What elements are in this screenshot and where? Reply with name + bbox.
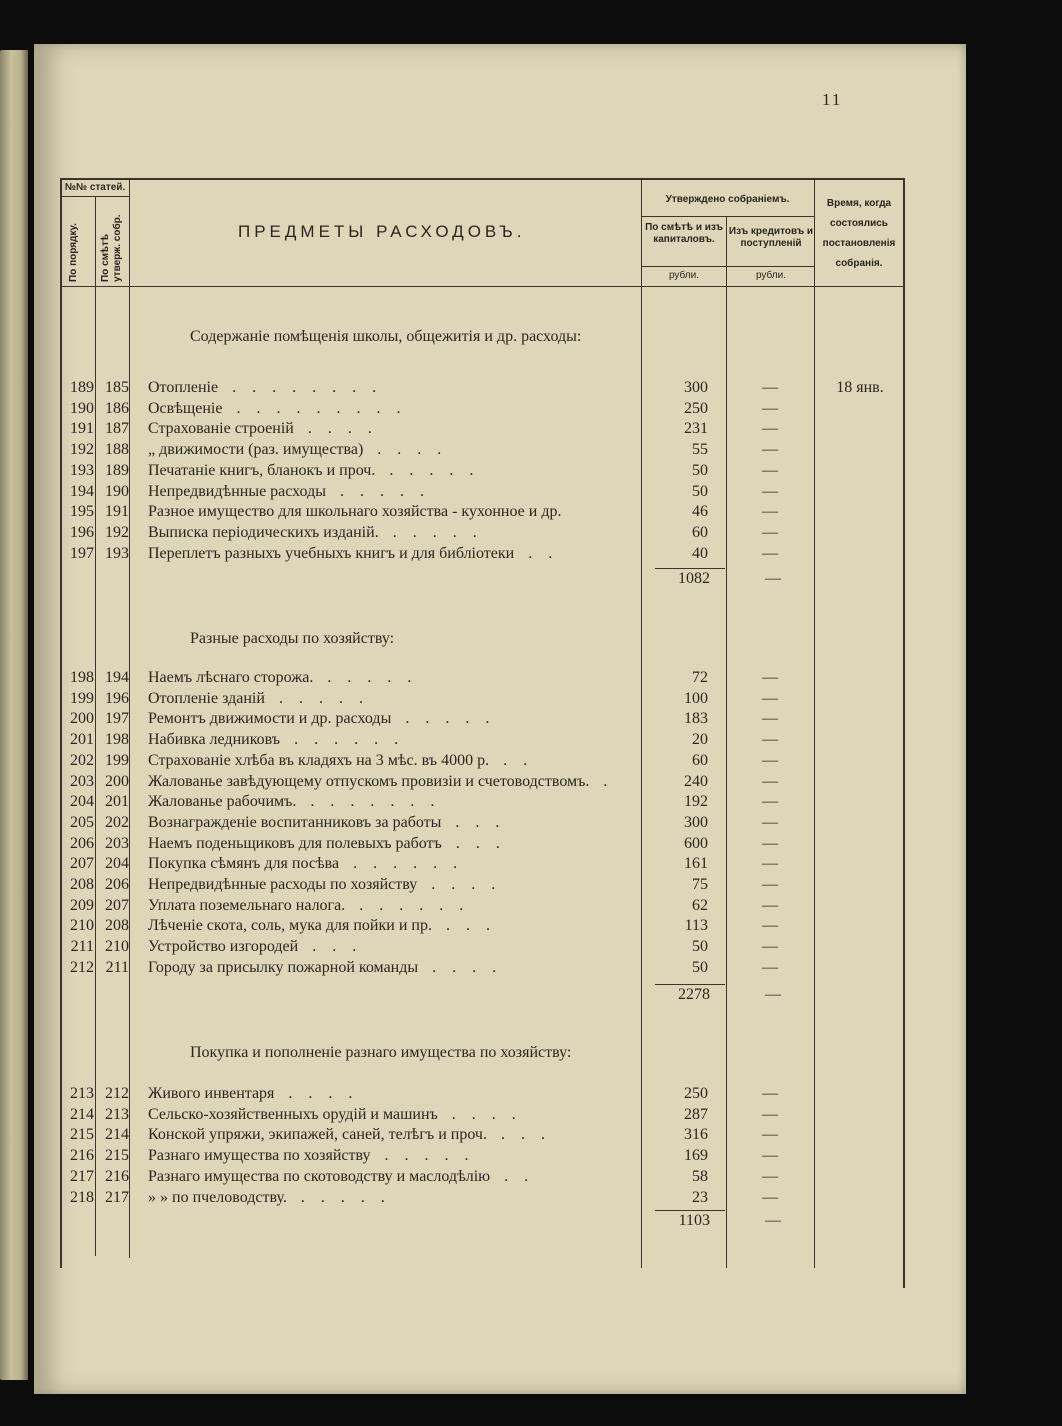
- amount-value: 600: [684, 834, 708, 852]
- table-row: [60, 440, 890, 460]
- leader-dots: . . . . . . . . .: [236, 399, 407, 417]
- credit-value: —: [762, 669, 778, 686]
- leader-dots: . .: [528, 544, 559, 562]
- leader-dots: . . . . .: [389, 461, 480, 479]
- row-number: 212: [70, 958, 94, 976]
- amount-value: 183: [684, 710, 708, 728]
- row-number: 195: [70, 503, 94, 521]
- credit-value: —: [762, 834, 778, 852]
- row-number: 213: [70, 1085, 94, 1102]
- estimate-number: 190: [105, 482, 129, 500]
- credit-value: —: [762, 896, 778, 914]
- amount-value: 40: [692, 544, 708, 562]
- row-number: 194: [70, 482, 94, 500]
- amount-value: 192: [684, 793, 708, 811]
- table-row: [60, 1105, 890, 1125]
- credit-value: —: [762, 917, 778, 935]
- estimate-number: 189: [105, 461, 129, 479]
- estimate-number: 212: [105, 1085, 129, 1102]
- item-name: Непредвидѣнные расходы по хозяйству: [148, 876, 418, 893]
- item-name: Отопленіе зданій: [148, 689, 265, 707]
- table-row: [60, 875, 890, 895]
- leader-dots: . . . . . .: [353, 855, 464, 873]
- leader-dots: .: [603, 772, 614, 790]
- page-number: 11: [822, 90, 843, 109]
- credit-value: —: [762, 855, 778, 873]
- header-by-estimate: По смѣтѣ утверж. собр.: [100, 214, 123, 282]
- row-number: 198: [70, 669, 94, 686]
- estimate-number: 213: [105, 1105, 129, 1123]
- leader-dots: . . . . .: [339, 482, 430, 500]
- leader-dots: . . . . .: [384, 1147, 475, 1165]
- table-row: [60, 834, 890, 854]
- header-bottom-border: [60, 286, 904, 287]
- leader-dots: . . . . .: [405, 710, 496, 728]
- row-number: 197: [70, 544, 94, 562]
- credit-value: —: [762, 689, 778, 707]
- section-title: Содержаніе помѣщенія школы, общежитія и др. расходы:: [190, 328, 582, 345]
- table-row: [60, 813, 890, 833]
- row-number: 200: [70, 710, 94, 728]
- estimate-number: 191: [105, 503, 129, 521]
- amount-value: 300: [684, 379, 708, 396]
- credit-value: —: [762, 793, 778, 811]
- leader-dots: . . . .: [288, 1085, 359, 1102]
- header-approved: Утверждено собраніемъ.: [665, 194, 790, 205]
- credit-value: —: [762, 503, 778, 521]
- credit-value: —: [762, 958, 778, 976]
- estimate-number: 201: [105, 793, 129, 811]
- section-total: 2278: [678, 986, 710, 1003]
- amount-value: 46: [692, 503, 708, 521]
- item-name: Сельско-хозяйственныхъ орудій и машинъ: [148, 1105, 438, 1123]
- amount-value: 50: [692, 482, 708, 500]
- table-top-border: [60, 178, 904, 180]
- row-number: 199: [70, 689, 94, 707]
- row-number: 193: [70, 461, 94, 479]
- credit-value: —: [762, 461, 778, 479]
- credit-value: —: [762, 813, 778, 831]
- leader-dots: . . .: [445, 917, 496, 935]
- leader-dots: . . .: [312, 938, 363, 956]
- amount-value: 169: [684, 1147, 708, 1165]
- item-name: Наемъ лѣснаго сторожа.: [148, 669, 314, 686]
- amount-value: 60: [692, 751, 708, 769]
- table-row: [60, 399, 890, 419]
- credit-value: —: [762, 772, 778, 790]
- amount-value: 72: [692, 669, 708, 686]
- row-number: 189: [70, 379, 94, 396]
- estimate-number: 206: [105, 876, 129, 893]
- row-number: 214: [70, 1105, 94, 1123]
- credit-value: —: [762, 441, 778, 459]
- table-row: [60, 854, 890, 874]
- table-right-border: [903, 178, 905, 1288]
- row-number: 216: [70, 1147, 94, 1165]
- table-row: [60, 937, 890, 957]
- estimate-number: 187: [105, 420, 129, 438]
- amount-value: 300: [684, 813, 708, 831]
- estimate-number: 211: [105, 958, 129, 976]
- amount-value: 231: [684, 420, 708, 438]
- row-number: 211: [70, 938, 94, 956]
- table-row: [60, 730, 890, 750]
- item-name: Страхованіе хлѣба въ кладяхъ на 3 мѣс. въ 4000 р.: [148, 751, 490, 769]
- amount-value: 50: [692, 461, 708, 479]
- item-name: Устройство изгородей: [148, 938, 299, 956]
- section-title: Разные расходы по хозяйству:: [190, 630, 395, 647]
- amount-value: 55: [692, 441, 708, 459]
- leader-dots: . . . . .: [392, 523, 483, 541]
- amount-value: 50: [692, 958, 708, 976]
- item-name: „ движимости (раз. имущества): [148, 441, 364, 459]
- section-total-credit: —: [765, 986, 781, 1003]
- amount-value: 50: [692, 938, 708, 956]
- item-name: Конской упряжи, экипажей, саней, телѣгъ и проч.: [148, 1126, 487, 1144]
- leader-dots: . .: [503, 751, 534, 769]
- row-number: 207: [70, 855, 94, 873]
- item-name: Лѣченіе скота, соль, мука для пойки и пр.: [148, 917, 432, 935]
- table-row: [60, 502, 890, 522]
- item-name: Разное имущество для школьнаго хозяйства - кухонное и др.: [148, 503, 562, 521]
- row-number: 204: [70, 793, 94, 811]
- credit-value: —: [762, 482, 778, 500]
- amount-value: 240: [684, 772, 708, 790]
- credit-value: —: [762, 379, 778, 396]
- item-name: Жалованье рабочимъ.: [148, 793, 297, 811]
- estimate-number: 185: [105, 379, 129, 396]
- leader-dots: . . . . . .: [294, 731, 405, 749]
- section-total: 1103: [678, 1212, 710, 1229]
- item-name: Покупка сѣмянъ для посѣва: [148, 855, 340, 873]
- estimate-number: 199: [105, 751, 129, 769]
- credit-value: —: [762, 399, 778, 417]
- row-number: 209: [70, 896, 94, 914]
- row-number: 217: [70, 1167, 94, 1185]
- table-row: [60, 916, 890, 936]
- table-row: [60, 1167, 890, 1187]
- leader-dots: . . . . . .: [359, 896, 470, 914]
- amount-value: 75: [692, 876, 708, 893]
- table-row: [60, 482, 890, 502]
- leader-dots: . . . .: [451, 1105, 522, 1123]
- header-unit-rubles-1: рубли.: [668, 270, 700, 281]
- total-rule: [655, 568, 725, 569]
- item-name: Разнаго имущества по скотоводству и маслодѣлію: [148, 1167, 491, 1185]
- header-credits: Изъ кредитовъ и поступленій: [728, 226, 814, 249]
- amount-value: 60: [692, 523, 708, 541]
- header-estimate-capital: По смѣтѣ и изъ капиталовъ.: [645, 222, 723, 245]
- leader-dots: . . .: [455, 813, 506, 831]
- estimate-number: 192: [105, 523, 129, 541]
- table-row: [60, 544, 890, 564]
- credit-value: —: [762, 938, 778, 956]
- table-row: [60, 1188, 890, 1208]
- header-articles: №№ статей.: [64, 182, 126, 193]
- row-number: 218: [70, 1188, 94, 1206]
- estimate-number: 188: [105, 441, 129, 459]
- row-number: 215: [70, 1126, 94, 1144]
- table-row: [60, 1125, 890, 1145]
- amount-value: 62: [692, 896, 708, 914]
- amount-value: 250: [684, 399, 708, 417]
- estimate-number: 202: [105, 813, 129, 831]
- leader-dots: . . .: [455, 834, 506, 852]
- amount-value: 20: [692, 731, 708, 749]
- row-number: 208: [70, 876, 94, 893]
- leader-dots: . . . . .: [300, 1188, 391, 1206]
- section-total-credit: —: [765, 570, 781, 587]
- leader-dots: . . . .: [431, 876, 502, 893]
- row-number: 206: [70, 834, 94, 852]
- row-number: 210: [70, 917, 94, 935]
- amount-value: 287: [684, 1105, 708, 1123]
- credit-value: —: [762, 751, 778, 769]
- leader-dots: . . . .: [307, 420, 378, 438]
- credit-value: —: [762, 1085, 778, 1102]
- credit-value: —: [762, 1126, 778, 1144]
- header-items: ПРЕДМЕТЫ РАСХОДОВЪ.: [238, 222, 526, 241]
- estimate-number: 214: [105, 1126, 129, 1144]
- item-name: Печатаніе книгъ, бланокъ и проч.: [148, 461, 376, 479]
- estimate-number: 210: [105, 938, 129, 956]
- estimate-number: 217: [105, 1188, 129, 1206]
- table-row: [60, 523, 890, 543]
- row-number: 201: [70, 731, 94, 749]
- leader-dots: . . . .: [377, 441, 448, 459]
- amount-value: 316: [684, 1126, 708, 1144]
- leader-dots: . . . . . . . .: [232, 379, 383, 396]
- credit-value: —: [762, 1147, 778, 1165]
- item-name: Жалованье завѣдующему отпускомъ провизіи и счетоводствомъ.: [148, 772, 590, 790]
- articles-subheader-line: [60, 196, 130, 197]
- leader-dots: . .: [504, 1167, 535, 1185]
- estimate-number: 193: [105, 544, 129, 562]
- row-number: 190: [70, 399, 94, 417]
- units-line: [641, 266, 814, 267]
- item-name: Страхованіе строеній: [148, 420, 294, 438]
- estimate-number: 194: [105, 669, 129, 686]
- row-number: 203: [70, 772, 94, 790]
- item-name: Ремонтъ движимости и др. расходы: [148, 710, 392, 728]
- section-total-credit: —: [765, 1212, 781, 1229]
- item-name: Наемъ поденьщиковъ для полевыхъ работъ: [148, 834, 442, 852]
- header-unit-rubles-2: рубли.: [755, 270, 787, 281]
- credit-value: —: [762, 1188, 778, 1206]
- table-row: [60, 896, 890, 916]
- amount-value: 58: [692, 1167, 708, 1185]
- table-row: [60, 689, 890, 709]
- item-name: Вознагражденіе воспитанниковъ за работы: [148, 813, 442, 831]
- left-page-edge: [0, 50, 28, 1380]
- table-row: [60, 792, 890, 812]
- table-row: [60, 1146, 890, 1166]
- row-number: 196: [70, 523, 94, 541]
- estimate-number: 186: [105, 399, 129, 417]
- amount-value: 23: [692, 1188, 708, 1206]
- table-row: [60, 668, 890, 688]
- leader-dots: . . . . .: [278, 689, 369, 707]
- credit-value: —: [762, 876, 778, 893]
- estimate-number: 215: [105, 1147, 129, 1165]
- table-row: [60, 709, 890, 729]
- leader-dots: . . . . .: [327, 669, 418, 686]
- estimate-number: 207: [105, 896, 129, 914]
- estimate-number: 204: [105, 855, 129, 873]
- amount-value: 100: [684, 689, 708, 707]
- time-value: 18 янв.: [836, 379, 884, 396]
- section-total: 1082: [678, 570, 710, 587]
- header-by-order: По порядку.: [68, 223, 79, 282]
- estimate-number: 198: [105, 731, 129, 749]
- item-name: Живого инвентаря: [148, 1085, 275, 1102]
- leader-dots: . . . . . . .: [310, 793, 441, 811]
- item-name: Разнаго имущества по хозяйству: [148, 1147, 371, 1165]
- item-name: » » по пчеловодству.: [148, 1188, 287, 1206]
- item-name: Непредвидѣнные расходы: [148, 482, 326, 500]
- table-row: [60, 461, 890, 481]
- credit-value: —: [762, 523, 778, 541]
- credit-value: —: [762, 544, 778, 562]
- leader-dots: . . . .: [432, 958, 503, 976]
- table-row: [60, 958, 890, 978]
- amount-value: 161: [684, 855, 708, 873]
- total-rule: [655, 1210, 725, 1211]
- leader-dots: . . .: [500, 1126, 551, 1144]
- estimate-number: 200: [105, 772, 129, 790]
- credit-value: —: [762, 731, 778, 749]
- row-number: 191: [70, 420, 94, 438]
- credit-value: —: [762, 710, 778, 728]
- item-name: Городу за присылку пожарной команды: [148, 958, 419, 976]
- item-name: Переплетъ разныхъ учебныхъ книгъ и для библіотеки: [148, 544, 515, 562]
- credit-value: —: [762, 1167, 778, 1185]
- row-number: 205: [70, 813, 94, 831]
- item-name: Уплата поземельнаго налога.: [148, 896, 346, 914]
- total-rule: [655, 984, 725, 985]
- item-name: Освѣщеніе: [148, 399, 223, 417]
- item-name: Отопленіе: [148, 379, 219, 396]
- credit-value: —: [762, 420, 778, 438]
- table-row: [60, 419, 890, 439]
- row-number: 202: [70, 751, 94, 769]
- amount-value: 250: [684, 1085, 708, 1102]
- table-row: [60, 378, 890, 398]
- amount-value: 113: [684, 917, 708, 935]
- estimate-number: 216: [105, 1167, 129, 1185]
- estimate-number: 208: [105, 917, 129, 935]
- table-row: [60, 772, 890, 792]
- section-title: Покупка и пополненіе разнаго имущества по хозяйству:: [190, 1044, 572, 1061]
- estimate-number: 203: [105, 834, 129, 852]
- item-name: Выписка періодическихъ изданій.: [148, 523, 379, 541]
- estimate-number: 197: [105, 710, 129, 728]
- item-name: Набивка ледниковъ: [148, 731, 281, 749]
- credit-value: —: [762, 1105, 778, 1123]
- row-number: 192: [70, 441, 94, 459]
- table-row: [60, 1084, 890, 1104]
- table-row: [60, 751, 890, 771]
- approved-subheader-line: [641, 216, 814, 217]
- estimate-number: 196: [105, 689, 129, 707]
- header-time: Время, когда состоялись постановленія собранія.: [822, 198, 896, 269]
